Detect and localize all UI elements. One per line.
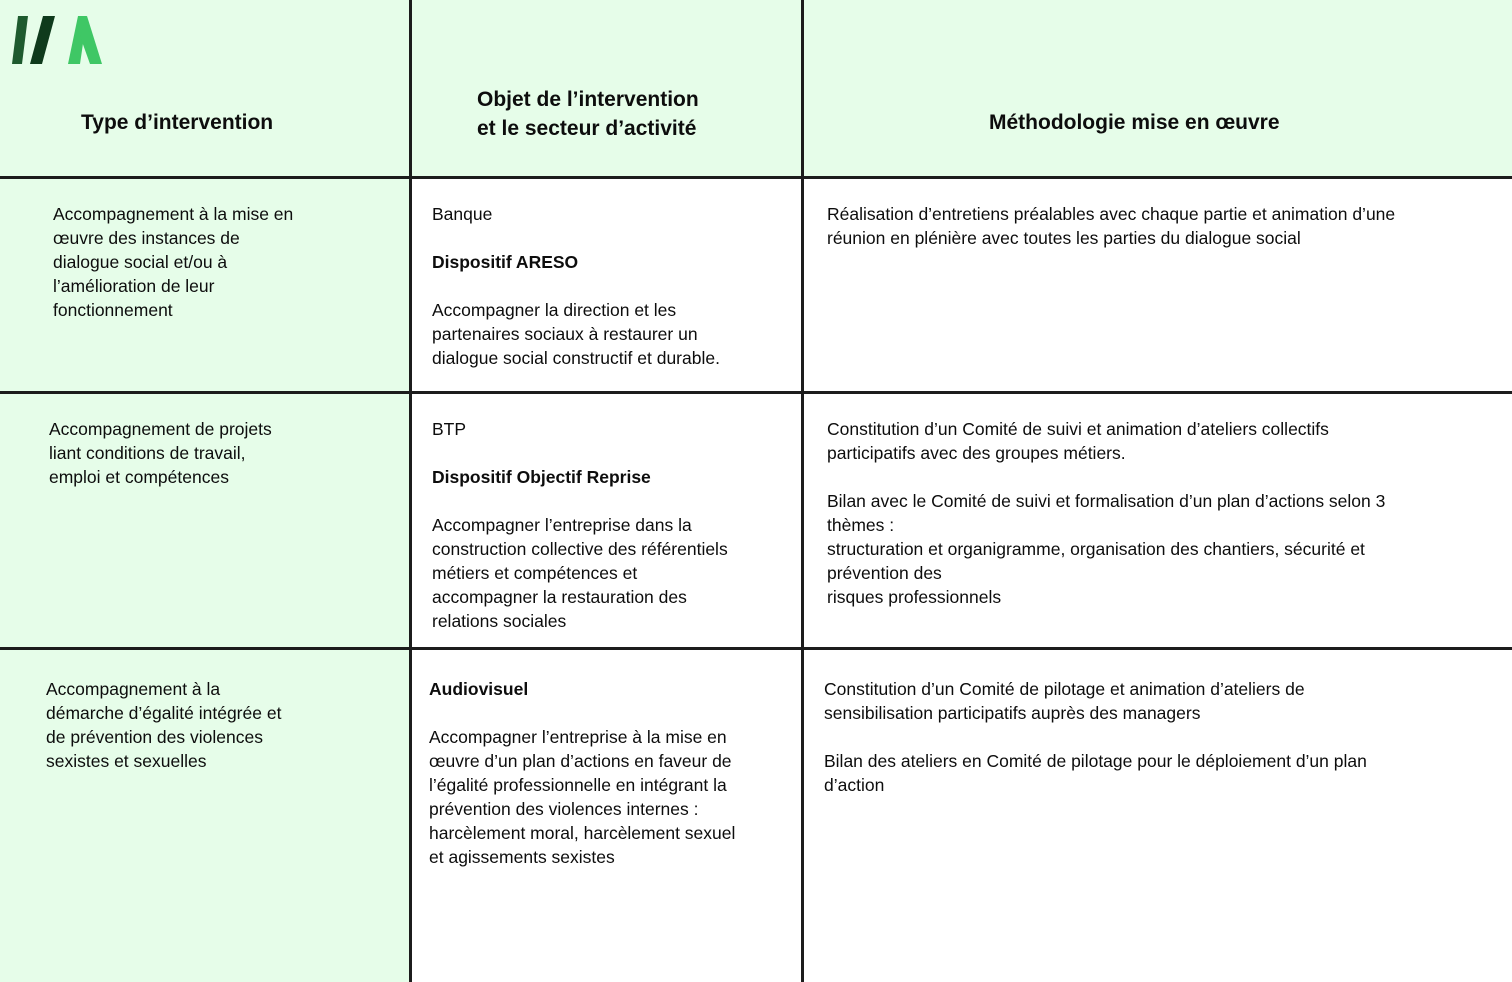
row-1-type-line: Accompagnement à la mise en: [53, 204, 294, 224]
row-3-type-line: de prévention des violences: [46, 727, 263, 747]
row-1-type-line: dialogue social et/ou à: [53, 252, 228, 272]
row-3-object: [429, 677, 735, 869]
sja-logo: [12, 16, 102, 66]
row-2-object-line: relations sociales: [432, 611, 567, 631]
header-type-intervention: Type d’intervention: [81, 111, 274, 134]
row-3-method-line: Bilan des ateliers en Comité de pilotage pour le déploiement d’un plan: [824, 751, 1367, 771]
row-2-object: [432, 417, 728, 633]
header-background: [0, 0, 1512, 177]
row-2-sector: BTP: [432, 419, 467, 439]
row-2-method-line: Constitution d’un Comité de suivi et animation d’ateliers collectifs: [827, 419, 1329, 439]
row-divider-1: [0, 391, 1512, 394]
row-2-object-line: Accompagner l’entreprise dans la: [432, 515, 692, 535]
row-3-type-line: démarche d’égalité intégrée et: [46, 703, 282, 723]
row-1-type-line: l’amélioration de leur: [53, 276, 215, 296]
row-3-type-line: Accompagnement à la: [46, 679, 221, 699]
row-2-method-line: thèmes :: [827, 515, 895, 535]
row-1-device: Dispositif ARESO: [432, 252, 579, 272]
logo-letter-j: [30, 16, 55, 64]
row-3-method-line: sensibilisation participatifs auprès des managers: [824, 703, 1201, 723]
row-1-type-line: œuvre des instances de: [53, 228, 240, 248]
row-3-object-line: œuvre d’un plan d’actions en faveur de: [429, 751, 732, 771]
row-3-method: [824, 677, 1367, 797]
row-1-method: [827, 202, 1395, 250]
row-2-device: Dispositif Objectif Reprise: [432, 467, 651, 487]
row-2-type-line: Accompagnement de projets: [49, 419, 272, 439]
row-2-method-line: Bilan avec le Comité de suivi et formalisation d’un plan d’actions selon 3: [827, 491, 1386, 511]
header-objet-line-2: et le secteur d’activité: [477, 117, 697, 140]
row-2-object-line: métiers et compétences et: [432, 563, 638, 583]
row-1-sector: Banque: [432, 204, 493, 224]
row-2-method-line: participatifs avec des groupes métiers.: [827, 443, 1126, 463]
row-2-object-line: accompagner la restauration des: [432, 587, 687, 607]
row-3-method-line: d’action: [824, 775, 885, 795]
column-divider-1: [409, 0, 412, 982]
header-divider: [0, 176, 1512, 179]
row-2-method-line: risques professionnels: [827, 587, 1002, 607]
row-2-type: [49, 417, 272, 489]
row-3-sector: Audiovisuel: [429, 679, 529, 699]
row-1-method-line: Réalisation d’entretiens préalables avec chaque partie et animation d’une: [827, 204, 1396, 224]
row-2-type-line: emploi et compétences: [49, 467, 229, 487]
header-objet-line-1: Objet de l’intervention: [477, 88, 699, 111]
row-2-method: [827, 417, 1385, 609]
row-1-object-line: Accompagner la direction et les: [432, 300, 677, 320]
row-1-object-line: partenaires sociaux à restaurer un: [432, 324, 698, 344]
row-1-type: [53, 202, 293, 322]
row-3-type: [46, 677, 281, 773]
header-objet-intervention: [477, 85, 699, 143]
row-2-method-line: structuration et organigramme, organisation des chantiers, sécurité et: [827, 539, 1365, 559]
column-divider-2: [801, 0, 804, 982]
row-3-object-line: prévention des violences internes :: [429, 799, 699, 819]
row-1-object-line: dialogue social constructif et durable.: [432, 348, 720, 368]
row-3-object-line: harcèlement moral, harcèlement sexuel: [429, 823, 736, 843]
row-3-object-line: Accompagner l’entreprise à la mise en: [429, 727, 727, 747]
row-1-type-line: fonctionnement: [53, 300, 173, 320]
row-1-method-line: réunion en plénière avec toutes les parties du dialogue social: [827, 228, 1301, 248]
row-3-type-line: sexistes et sexuelles: [46, 751, 207, 771]
row-3-method-line: Constitution d’un Comité de pilotage et animation d’ateliers de: [824, 679, 1305, 699]
row-3-object-line: l’égalité professionnelle en intégrant la: [429, 775, 727, 795]
row-divider-2: [0, 647, 1512, 650]
row-2-type-line: liant conditions de travail,: [49, 443, 246, 463]
row-2-method-line: prévention des: [827, 563, 942, 583]
row-3-object-line: et agissements sexistes: [429, 847, 615, 867]
row-2-object-line: construction collective des référentiels: [432, 539, 728, 559]
logo-letter-s: [12, 16, 28, 64]
row-1-object: [432, 202, 720, 370]
header-methodologie: Méthodologie mise en œuvre: [989, 111, 1280, 134]
